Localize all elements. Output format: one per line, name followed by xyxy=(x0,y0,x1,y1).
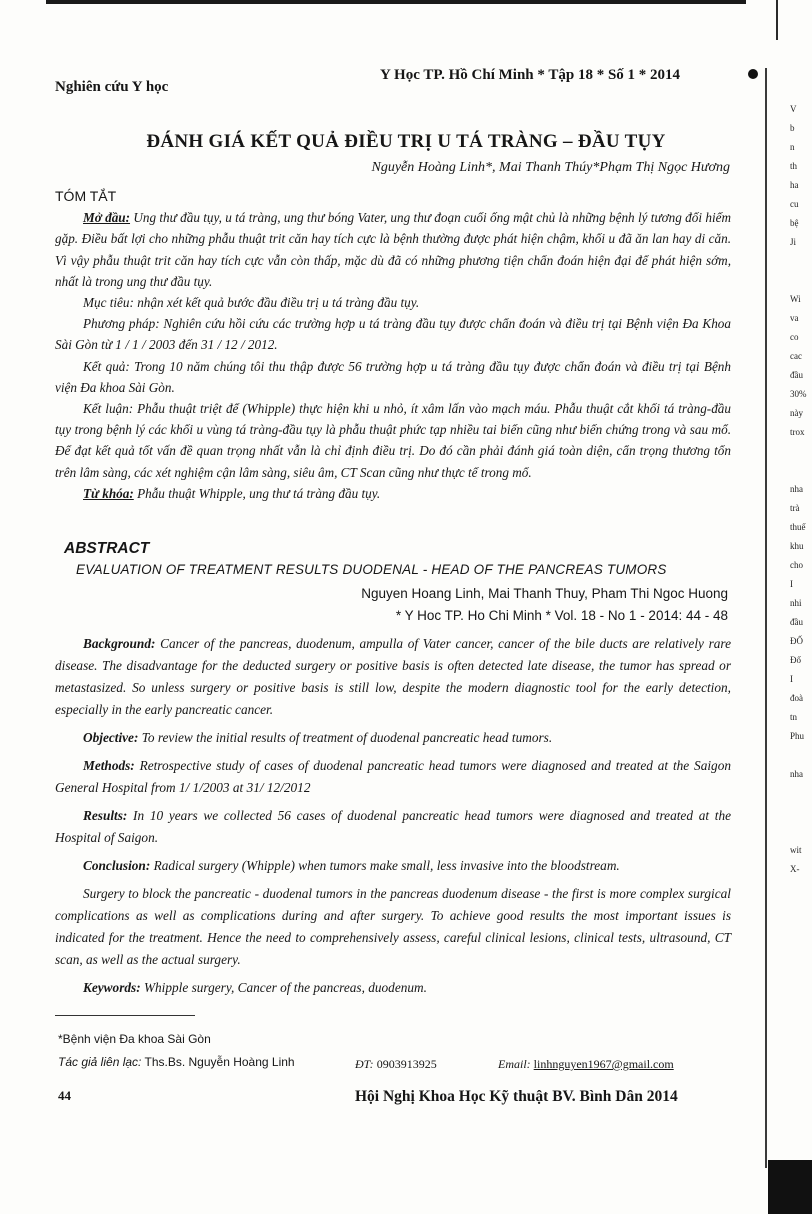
contact-label: Tác giả liên lạc: xyxy=(58,1055,142,1069)
background-label: Background: xyxy=(83,636,156,651)
footnote-contact xyxy=(58,1055,295,1069)
edge-fragment: th xyxy=(790,161,798,171)
edge-fragment: thuế xyxy=(790,522,806,532)
edge-fragment: X- xyxy=(790,864,800,874)
abstract-surgery: Surgery to block the pancreatic - duodenal tumors in the pancreas duodenum disease - the first is more complex surgical complications as well as complications during and after surgery. To achieve good results the most important issues is indicated for the treatment. Hence the need to comprehensively assess, careful clinical lesions, clinical tests, ultrasound, CT scan, as well as the actual surgery. xyxy=(55,886,731,967)
edge-fragment: trà xyxy=(790,503,800,513)
keywords-text: Phẫu thuật Whipple, ung thư tá tràng đầu tụy. xyxy=(133,485,381,501)
edge-fragment: b xyxy=(790,123,795,133)
footnote-phone xyxy=(355,1057,437,1072)
edge-fragment: Wi xyxy=(790,294,801,304)
abstract-english xyxy=(55,633,731,999)
edge-fragment: I xyxy=(790,579,793,589)
scan-top-bar xyxy=(46,0,746,4)
results-text-en: In 10 years we collected 56 cases of duodenal pancreatic head tumors were diagnosed and treated at the Hospital of Saigon. xyxy=(55,808,731,845)
conclusion-label-en: Conclusion: xyxy=(83,858,151,873)
results-label-en: Results: xyxy=(83,808,128,823)
abstract-methods xyxy=(55,755,731,799)
edge-fragment: wit xyxy=(790,845,802,855)
bullet-dot xyxy=(748,69,758,79)
results-text: Trong 10 năm chúng tôi thu thập được 56 trường hợp u tá tràng đầu tụy được chẩn đoán và điều trị tại Bệnh viện Đa khoa Sài Gòn. xyxy=(55,358,731,395)
summary-intro xyxy=(55,207,731,292)
edge-fragment: ha xyxy=(790,180,799,190)
edge-fragment: 30% xyxy=(790,389,807,399)
summary-heading: TÓM TẮT xyxy=(55,188,117,204)
methods-text-en: Retrospective study of cases of duodenal pancreatic head tumors were diagnosed and treated at the Saigon General Hospital from 1/ 1/2003 at 31/ 12/2012 xyxy=(55,758,731,795)
objective-label: Mục tiêu: xyxy=(83,295,134,311)
edge-fragment: V xyxy=(790,104,797,114)
edge-fragment: này xyxy=(790,408,803,418)
keywords-label-en: Keywords: xyxy=(83,980,141,995)
edge-fragment: đoà xyxy=(790,693,803,703)
methods-label: Phương pháp: xyxy=(83,316,160,332)
summary-methods xyxy=(55,313,731,355)
edge-fragment: n xyxy=(790,142,795,152)
edge-fragment: Đố xyxy=(790,655,801,665)
scan-mark xyxy=(776,0,778,40)
edge-fragment xyxy=(790,822,812,841)
adjacent-page-edge xyxy=(790,100,812,1200)
edge-fragment xyxy=(790,803,812,822)
keywords-label: Từ khóa: xyxy=(83,485,134,501)
methods-label-en: Methods: xyxy=(83,758,135,773)
results-label: Kết quả: xyxy=(83,358,130,374)
objective-text-en: To review the initial results of treatment of duodenal pancreatic head tumors. xyxy=(138,730,553,745)
edge-fragment xyxy=(790,746,812,765)
edge-fragment: I xyxy=(790,674,793,684)
abstract-title: EVALUATION OF TREATMENT RESULTS DUODENAL - HEAD OF THE PANCREAS TUMORS xyxy=(76,562,667,577)
edge-fragment: Ji xyxy=(790,237,797,247)
footnote-email xyxy=(498,1057,674,1072)
edge-fragment: ĐỐ xyxy=(790,636,803,646)
running-header-left: Nghiên cứu Y học xyxy=(55,79,169,95)
edge-fragment: đầu xyxy=(790,370,803,380)
conclusion-text: Phẫu thuật triệt để (Whipple) thực hiện khi u nhỏ, ít xâm lấn vào mạch máu. Phẫu thuật cắt khối tá tràng-đầu tụy trong bệnh lý các khối u vùng tá tràng-đầu tụy là phẫu thuật phức tạp nhiều tai biến cũng như biến chứng trong và sau mổ. Để đạt kết quả tốt vấn đề quan trọng nhất vẫn là chỉ định điều trị. Do đó cần phải đánh giá toàn diện, cẩn trọng thương tổn trên lâm sàng, các xét nghiệm cận lâm sàng, siêu âm, CT Scan cũng như thực tế trong mổ. xyxy=(55,401,731,480)
edge-fragment: co xyxy=(790,332,799,342)
edge-fragment xyxy=(790,442,812,461)
intro-label: Mở đầu: xyxy=(83,210,131,226)
summary-keywords xyxy=(55,483,731,504)
edge-fragment xyxy=(790,271,812,290)
abstract-conclusion xyxy=(55,855,731,877)
edge-fragment: khu xyxy=(790,541,804,551)
phone-label: ĐT: xyxy=(355,1057,374,1071)
running-header-right: Y Học TP. Hồ Chí Minh * Tập 18 * Số 1 * 2014 xyxy=(380,67,681,83)
edge-fragment: nhi xyxy=(790,598,802,608)
footnote-affiliation: *Bệnh viện Đa khoa Sài Gòn xyxy=(58,1032,211,1046)
scan-page-fold xyxy=(765,68,767,1168)
contact-name: Ths.Bs. Nguyễn Hoàng Linh xyxy=(141,1055,295,1069)
phone-number: 0903913925 xyxy=(373,1057,437,1071)
abstract-background xyxy=(55,633,731,721)
conference-footer: Hội Nghị Khoa Học Kỹ thuật BV. Bình Dân 2014 xyxy=(355,1088,678,1105)
intro-text: Ung thư đầu tụy, u tá tràng, ung thư bóng Vater, ung thư đoạn cuối ống mật chủ là những bệnh lý tương đối hiếm gặp. Điều bất lợi cho những phẫu thuật trit căn hay tích cực là bệnh thường được phát hiện chậm, khối u đã ăn lan hay di căn. Vì vậy phẫu thuật trit căn hay tích cực vẫn còn thấp, mặc dù đã có những phương tiện chẩn đoán hiện đại để phát hiện sớm, nhất là trong ung thư đầu tụy. xyxy=(55,210,731,289)
page-number: 44 xyxy=(58,1088,71,1103)
edge-fragment: đầu xyxy=(790,617,803,627)
edge-fragment: cu xyxy=(790,199,799,209)
conclusion-text-en: Radical surgery (Whipple) when tumors make small, less invasive into the bloodstream. xyxy=(150,858,620,873)
article-title: ĐÁNH GIÁ KẾT QUẢ ĐIỀU TRỊ U TÁ TRÀNG – ĐẦU TỤY xyxy=(146,131,666,152)
edge-fragment: Phu xyxy=(790,731,805,741)
edge-fragment xyxy=(790,252,812,271)
email-label: Email: xyxy=(498,1057,531,1071)
edge-fragment: va xyxy=(790,313,799,323)
edge-fragment: nha xyxy=(790,769,803,779)
abstract-objective xyxy=(55,727,731,749)
email-address[interactable]: linhnguyen1967@gmail.com xyxy=(533,1057,674,1071)
edge-fragment xyxy=(790,784,812,803)
summary-vietnamese xyxy=(55,186,731,504)
summary-objective xyxy=(55,292,731,313)
conclusion-label: Kết luận: xyxy=(83,401,134,417)
edge-fragment xyxy=(790,461,812,480)
objective-text: nhận xét kết quả bước đầu điều trị u tá tràng đầu tụy. xyxy=(133,295,420,311)
abstract-authors: Nguyen Hoang Linh, Mai Thanh Thuy, Pham Thi Ngoc Huong xyxy=(361,586,728,601)
abstract-citation: * Y Hoc TP. Ho Chi Minh * Vol. 18 - No 1 - 2014: 44 - 48 xyxy=(395,608,728,623)
abstract-heading: ABSTRACT xyxy=(64,540,150,557)
methods-text: Nghiên cứu hồi cứu các trường hợp u tá tràng đầu tụy được chẩn đoán và điều trị tại Bệnh viện Đa Khoa Sài Gòn từ 1 / 1 / 2003 đến 31 / 12 / 2012. xyxy=(55,316,731,353)
objective-label-en: Objective: xyxy=(83,730,139,745)
edge-fragment: nha xyxy=(790,484,803,494)
edge-fragment: bệ xyxy=(790,218,799,228)
background-text: Cancer of the pancreas, duodenum, ampulla of Vater cancer, cancer of the bile ducts are relatively rare disease. The disadvantage for the deducted surgery or positive basis is often detected late disease, the tumor has spread or metastasized. So unless surgery or positive basis is still low, despite the modern diagnostic tool for the early detection, especially in the early pancreatic cancer. xyxy=(55,636,731,717)
abstract-keywords xyxy=(55,977,731,999)
abstract-results xyxy=(55,805,731,849)
footnote-rule xyxy=(55,1015,195,1016)
summary-conclusion xyxy=(55,398,731,483)
edge-fragment: tn xyxy=(790,712,798,722)
edge-fragment: cho xyxy=(790,560,803,570)
keywords-text-en: Whipple surgery, Cancer of the pancreas, duodenum. xyxy=(140,980,427,995)
edge-fragment: cac xyxy=(790,351,802,361)
summary-results xyxy=(55,356,731,398)
edge-fragment: trox xyxy=(790,427,805,437)
authors-vietnamese: Nguyễn Hoàng Linh*, Mai Thanh Thúy*Phạm Thị Ngọc Hương xyxy=(371,160,730,175)
